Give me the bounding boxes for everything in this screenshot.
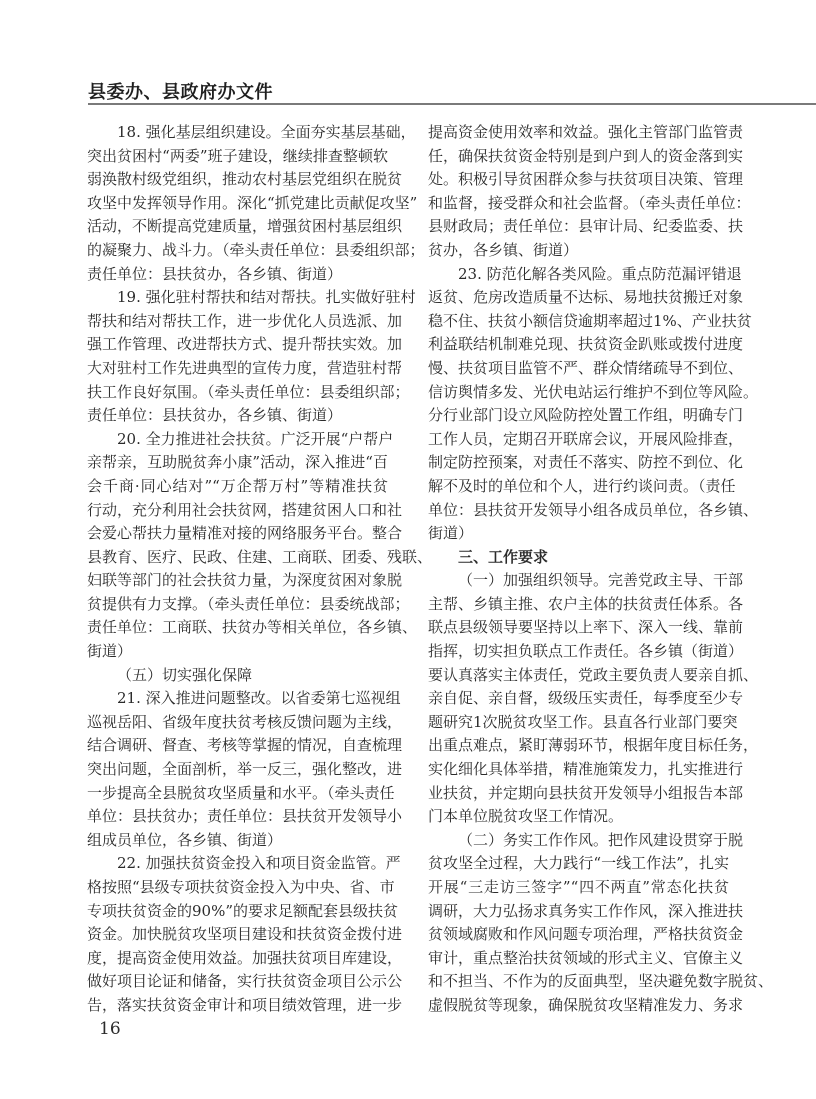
text-line: 处。积极引导贫困群众参与扶贫项目决策、管理 [428,170,744,189]
section-heading [87,664,388,688]
text-line: 贫办，各乡镇、街道） [428,240,579,259]
text-line: 贫攻坚全过程，大力践行“一线工作法”，扎实 [428,854,729,873]
paragraph [428,829,774,1018]
text-line: 结合调研、督查、考核等掌握的情况，自查梳理 [87,736,403,755]
text-line: 行动，充分利用社会扶贫网，搭建贫困人口和社 [87,500,403,519]
text-line: 出重点难点，紧盯薄弱环节，根据年度目标任务， [428,736,759,755]
text-line: 任，确保扶贫资金特别是到户到人的资金落到实 [428,146,744,165]
text-line: 街道） [87,642,133,661]
text-line: 虚假脱贫等现象，确保脱贫攻坚精准发力、务求 [428,995,744,1014]
paragraph [87,121,425,286]
text-line: 实化细化具体举措，精准施策发力，扎实推进行 [428,760,744,779]
text-line: （五）切实强化保障 [117,665,253,684]
text-line: （二）务实工作作风。把作风建设贯穿于脱 [458,830,744,849]
text-line: 20. 全力推进社会扶贫。广泛开展“户帮户 [117,429,394,448]
text-line: 23. 防范化解各类风险。重点防范漏评错退 [458,264,742,283]
text-line: 主帮、乡镇主推、农户主体的扶贫责任体系。各 [428,594,744,613]
text-line: 指挥，切实担负联点工作责任。各乡镇（街道） [428,642,744,661]
text-line: 会千商·同心结对”“万企帮万村”等精准扶贫 [87,476,388,495]
text-line: 帮扶和结对帮扶工作，进一步优化人员选派、加 [87,311,403,330]
paragraph [428,121,751,263]
text-line: 大对驻村工作先进典型的宣传力度，营造驻村帮 [87,358,403,377]
text-line: 做好项目论证和储备，实行扶贫资金项目公示公 [87,972,403,991]
text-line: 信访舆情多发、光伏电站运行维护不到位等风险。 [428,382,759,401]
text-line: 一步提高全县脱贫攻坚质量和水平。（牵头责任 [87,783,395,802]
paragraph [428,263,759,546]
text-line: 扶工作良好氛围。（牵头责任单位：县委组织部； [87,382,410,401]
text-line: 分行业部门设立风险防控处置工作组，明确专门 [428,406,744,425]
text-line: 三、工作要求 [458,547,549,566]
text-line: 题研究1次脱贫攻坚工作。县直各行业部门要突 [428,712,738,731]
text-line: 攻坚中发挥领导作用。深化“抓党建比贡献促攻坚” [87,193,418,212]
right-text-column [428,121,774,1018]
text-line: 22. 加强扶贫资金投入和项目资金监管。严 [117,854,401,873]
left-text-column [87,121,433,1018]
text-line: 和不担当、不作为的反面典型，坚决避免数字脱贫、 [428,972,774,991]
text-line: 21. 深入推进问题整改。以省委第七巡视组 [117,689,401,708]
text-line: 资金。加快脱贫攻坚项目建设和扶贫资金拨付进 [87,925,403,944]
text-line: 单位：县扶贫开发领导小组各成员单位，各乡镇、 [428,500,759,519]
paragraph [428,569,759,829]
text-line: 工作人员，定期召开联席会议，开展风险排查， [428,429,744,448]
text-line: 联点县级领导要坚持以上率下、深入一线、靠前 [428,618,744,637]
text-line: 解不及时的单位和个人，进行约谈问责。（责任 [428,476,736,495]
text-line: 提高资金使用效率和效益。强化主管部门监管责 [428,123,744,141]
text-line: 会爱心帮扶力量精准对接的网络服务平台。整合 [87,524,403,543]
text-line: 巡视岳阳、省级年度扶贫考核反馈问题为主线， [87,712,403,731]
text-line: 格按照“县级专项扶贫资金投入为中央、省、市 [87,878,395,896]
text-line: 18. 强化基层组织建设。全面夯实基层基础， [117,123,416,141]
text-line: 强工作管理、改进帮扶方式、提升帮扶实效。加 [87,335,403,354]
text-line: 责任单位：县扶贫办，各乡镇、街道） [87,264,343,283]
text-line: 慢、扶贫项目监管不严、群众情绪疏导不到位、 [428,358,744,377]
text-line: 妇联等部门的社会扶贫力量，为深度贫困对象脱 [87,571,403,590]
text-line: 告，落实扶贫资金审计和项目绩效管理，进一步 [87,995,403,1014]
text-line: 开展“三走访三签字”“四不两直”常态化扶贫 [428,878,729,896]
text-line: 亲帮亲，互助脱贫奔小康”活动，深入推进“百 [87,453,388,472]
text-line: 业扶贫，并定期向县扶贫开发领导小组报告本部 [428,783,744,802]
text-line: 弱涣散村级党组织，推动农村基层党组织在脱贫 [87,170,403,189]
text-line: 贫领域腐败和作风问题专项治理，严格扶贫资金 [428,925,744,944]
text-line: 返贫、危房改造质量不达标、易地扶贫搬迁对象 [428,288,744,307]
text-line: 亲自促、亲自督，级级压实责任，每季度至少专 [428,689,744,708]
text-line: 19. 强化驻村帮扶和结对帮扶。扎实做好驻村 [117,288,416,307]
text-line: 突出贫困村“两委”班子建设，继续排查整顿软 [87,146,388,165]
text-line: 组成员单位，各乡镇、街道） [87,830,283,849]
paragraph [87,687,403,852]
section-heading [428,546,729,570]
text-line: 审计，重点整治扶贫领域的形式主义、官僚主义 [428,948,744,967]
paragraph [87,428,433,664]
text-line: 县教育、医疗、民政、住建、工商联、团委、残联、 [87,547,433,566]
text-line: 贫提供有力支撑。（牵头责任单位：县委统战部； [87,594,410,613]
text-line: 稳不住、扶贫小额信贷逾期率超过1%、产业扶贫 [428,311,752,330]
text-line: 县财政局；责任单位：县审计局、纪委监委、扶 [428,217,744,236]
text-line: 责任单位：工商联、扶贫办等相关单位，各乡镇、 [87,618,418,637]
header-rule [88,103,816,105]
running-header-title: 县委办、县政府办文件 [88,82,273,103]
text-line: 和监督，接受群众和社会监督。（牵头责任单位： [428,193,751,212]
text-line: 度，提高资金使用效益。加强扶贫项目库建设， [87,948,403,967]
paragraph [87,286,416,428]
text-line: 责任单位：县扶贫办，各乡镇、街道） [87,406,343,425]
text-line: 要认真落实主体责任，党政主要负责人要亲自抓、 [428,665,759,684]
text-line: 制定防控预案，对责任不落实、防控不到位、化 [428,453,744,472]
text-line: 门本单位脱贫攻坚工作情况。 [428,807,624,826]
text-line: 街道） [428,524,474,543]
paragraph [87,852,403,1017]
text-line: 利益联结机制难兑现、扶贫资金趴账或拨付进度 [428,335,744,354]
text-line: 的凝聚力、战斗力。（牵头责任单位：县委组织部； [87,240,425,259]
text-line: 活动，不断提高党建质量，增强贫困村基层组织 [87,217,403,236]
text-line: 专项扶贫资金的90%”的要求足额配套县级扶贫 [87,901,399,920]
page-number: 16 [99,1019,121,1039]
text-line: 单位：县扶贫办；责任单位：县扶贫开发领导小 [87,807,403,826]
text-line: 调研，大力弘扬求真务实工作作风，深入推进扶 [428,901,744,920]
text-line: （一）加强组织领导。完善党政主导、干部 [458,571,744,590]
text-line: 突出问题，全面剖析，举一反三，强化整改，进 [87,760,403,779]
